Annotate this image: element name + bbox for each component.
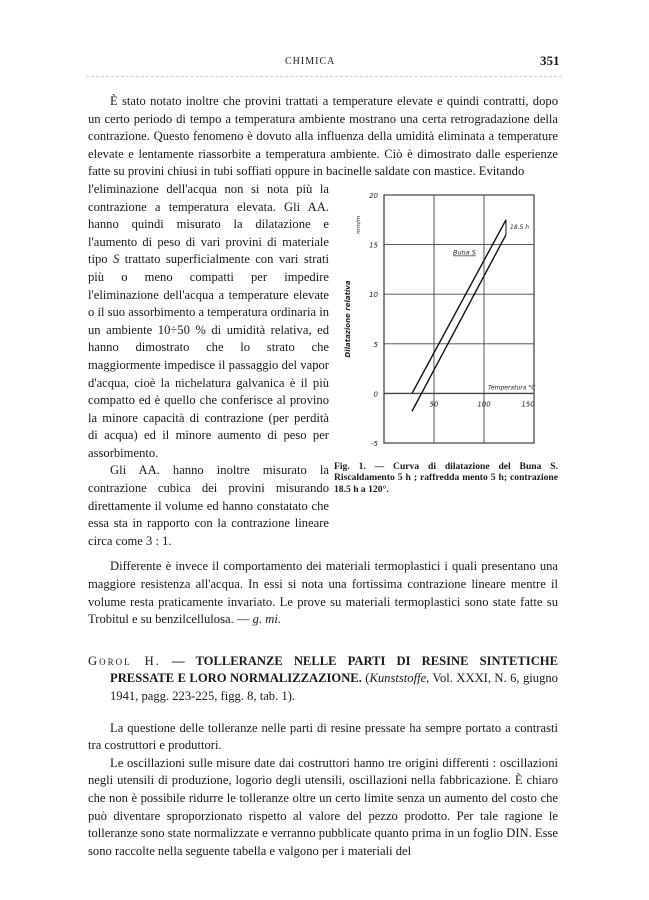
page-body bbox=[88, 93, 558, 890]
text: S bbox=[113, 252, 120, 267]
figure-caption: Fig. 1. — Curva di dilatazione del Buna S. Riscaldamento 5 h ; raffredda mento 5 h; contrazione 18.5 h a 120°. bbox=[334, 460, 558, 495]
citation: , Vol. XXXI, N. 6, giugno 1941, pagg. 223-225, figg. 8, tab. 1). bbox=[110, 671, 558, 703]
x-axis-label: Temperatura °C bbox=[488, 384, 536, 392]
y-tick-label: -5 bbox=[371, 439, 378, 448]
paragraph-3 bbox=[88, 558, 558, 628]
text: l'eliminazione dell'acqua non si nota più la contrazione a temperatura elevata. Gli AA. hanno quindi misurato la dilatazione e l'aumento di peso di vari provini di materiale tipo bbox=[88, 181, 329, 267]
text: trattato superficialmente con vari strati più o meno compatti per impedire l'eliminazione dell'acqua a temperature elevate o il suo assorbimento a temperatura ordinaria in un ambiente 10÷50 % di umidità relativa, ed hanno dimostrato che lo strato che maggiormente impedisce il passaggio del vapor d'acqua, cioè la nichelatura galvanica è il più compatto ed è quello che conferisce al provino la minore capacità di contrazione (per perdità di acqua) ed il minore aumento di peso per assorbimento. bbox=[88, 252, 330, 460]
figure bbox=[334, 185, 558, 496]
y-axis-unit: mm/m bbox=[356, 215, 362, 234]
article-body bbox=[88, 720, 558, 861]
plot-frame bbox=[384, 195, 534, 443]
series-label: Buna S bbox=[453, 248, 476, 257]
x-tick-label: 100 bbox=[477, 400, 491, 409]
paragraph-1: È stato notato inoltre che provini trattati a temperature elevate e quindi contratti, dopo un certo periodo di tempo a temperatura ambiente mostrano una certa retrogradazione della contrazione. Questo fenomeno è dovuto alla influenza della umidità eliminata a temperature elevate e lentamente riassorbite a temperatura ambiente. Ciò è dimostrato dalle esperienze fatte su provini chiusi in tubi soffiati oppure in bacinelle saldate con mastice. Evitando bbox=[88, 94, 558, 179]
x-tick-label: 50 bbox=[429, 400, 439, 409]
left-column bbox=[88, 181, 329, 550]
y-tick-label: 5 bbox=[373, 340, 378, 349]
x-tick-label: 150 bbox=[521, 400, 535, 409]
paragraph-2: Gli AA. hanno inoltre misurato la contrazione cubica dei provini misurando direttamente il volume ed hanno constatato che essa sta in rapporto con la contrazione lineare circa come 3 : 1. bbox=[88, 463, 329, 548]
article-paragraph: La questione delle tolleranze nelle parti di resine pressate ha sempre portato a contrasti tra costruttori e produttori. bbox=[88, 720, 558, 753]
series-line-riscaldamento bbox=[412, 220, 506, 394]
dilatation-chart bbox=[334, 185, 558, 457]
paragraph-1-continued bbox=[88, 181, 329, 463]
header-rule bbox=[86, 76, 562, 77]
y-tick-label: 0 bbox=[373, 390, 378, 399]
y-tick-label: 20 bbox=[369, 191, 378, 200]
text-and-figure-row bbox=[88, 181, 558, 550]
article-author: Gorol H. bbox=[88, 653, 161, 668]
annotation-label: 18.5 h bbox=[510, 224, 530, 232]
y-axis-label: Dilatazione relativa bbox=[344, 280, 352, 358]
page-number: 351 bbox=[540, 53, 560, 68]
running-header: CHIMICA bbox=[285, 56, 336, 67]
signature: g. mi. bbox=[252, 612, 281, 627]
page-header bbox=[0, 0, 649, 93]
y-tick-label: 15 bbox=[369, 241, 378, 250]
text: Differente è invece il comportamento dei materiali termoplastici i quali presentano una maggiore resistenza all'acqua. In essi si nota una fortissima contrazione lineare mentre il volume resta praticamente invariato. Le prove su materiali termoplastici sono state fatte su Trobitul e su benzilcellulosa. — bbox=[88, 559, 558, 627]
journal-name: Kunststoffe bbox=[369, 671, 427, 686]
y-tick-label: 10 bbox=[369, 291, 378, 300]
article-paragraph: Le oscillazioni sulle misure date dai costruttori hanno tre origini differenti : oscillazioni negli utensili di produzione, logorio degli utensili, oscillazioni nella fabbricazione. È chiaro che non è possibile ridurre le tolleranze oltre un certo limite senza un aumento del costo che può diventare sproporzionato rispetto al valore del pezzo prodotto. Per tale ragione le tolleranze sono state normalizzate e verranno pubblicate quanto prima in un foglio DIN. Esse sono raccolte nella seguente tabella e valgono per i materiali del bbox=[88, 755, 559, 858]
article-heading: Gorol H. — TOLLERANZE NELLE PARTI DI RESINE SINTETICHE PRESSATE E LORO NORMALIZZAZIONE. (Kunststoffe, Vol. XXXI, N. 6, giugno 1941, pagg. 223-225, figg. 8, tab. 1). bbox=[88, 653, 558, 703]
article-title: — TOLLERANZE NELLE PARTI DI RESINE SINTETICHE PRESSATE E LORO NORMALIZZAZIONE. bbox=[110, 653, 558, 686]
